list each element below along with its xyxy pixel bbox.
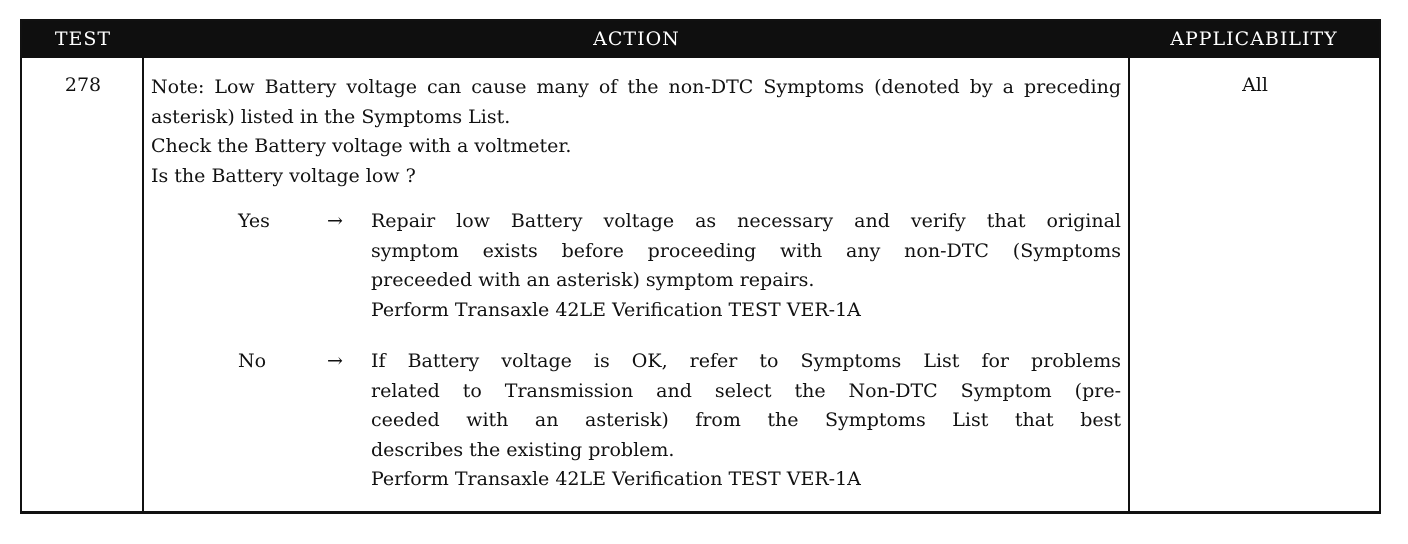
right-arrow-icon: → xyxy=(327,350,343,372)
yes-line: symptom exists before proceeding with any non-DTC (Symptoms xyxy=(371,239,1121,262)
column-divider-right xyxy=(1128,58,1130,511)
no-line: If Battery voltage is OK, refer to Symptoms List for problems xyxy=(371,350,1121,372)
no-label: No xyxy=(238,350,267,372)
no-line: related to Transmission and select the Non-DTC Symptom (pre- xyxy=(371,379,1121,402)
test-number: 278 xyxy=(64,74,102,96)
applicability-value: All xyxy=(1242,74,1268,96)
no-perform: Perform Transaxle 42LE Verification TEST VER-1A xyxy=(371,468,861,490)
yes-line: Repair low Battery voltage as necessary and verify that original xyxy=(371,210,1121,232)
yes-perform: Perform Transaxle 42LE Verification TEST VER-1A xyxy=(371,298,861,321)
question-text: Is the Battery voltage low ? xyxy=(151,164,416,187)
right-arrow-icon: → xyxy=(327,210,343,232)
check-text: Check the Battery voltage with a voltmeter. xyxy=(151,135,572,157)
no-branch xyxy=(22,347,1122,497)
header-action: ACTION xyxy=(593,28,680,50)
no-line: ceeded with an asterisk) from the Symptoms List that best xyxy=(371,409,1121,431)
no-text xyxy=(371,347,1121,495)
header-test: TEST xyxy=(54,28,112,50)
action-cell xyxy=(151,73,1121,191)
yes-label: Yes xyxy=(238,210,270,232)
diagnostic-test-table xyxy=(20,19,1381,514)
table-header xyxy=(22,21,1379,58)
note-text: Note: Low Battery voltage can cause many of the non-DTC Symptoms (denoted by a preceding asterisk) listed in the Symptoms List. xyxy=(151,76,1121,128)
yes-branch xyxy=(22,207,1122,327)
header-applicability: APPLICABILITY xyxy=(1170,28,1338,50)
no-line: describes the existing problem. xyxy=(371,438,675,461)
yes-text xyxy=(371,207,1121,325)
yes-line: preceeded with an asterisk) symptom repairs. xyxy=(371,269,815,291)
